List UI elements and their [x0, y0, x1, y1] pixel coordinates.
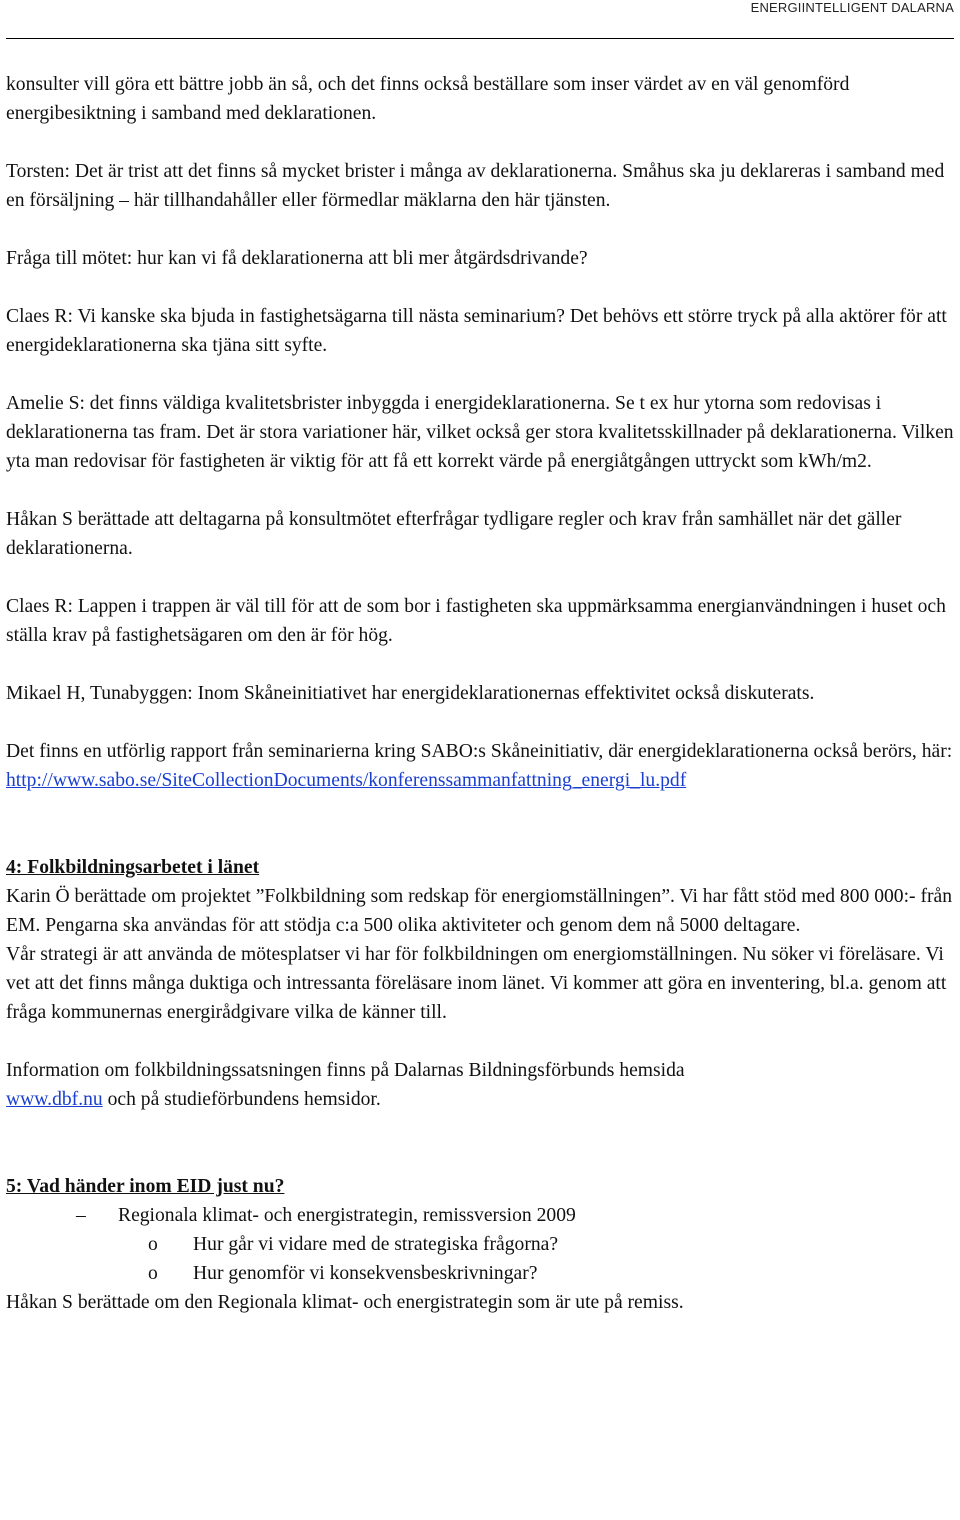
section-heading: 5: Vad händer inom EID just nu? [6, 1176, 285, 1197]
sabo-report-link[interactable]: http://www.sabo.se/SiteCollectionDocuments/konferenssammanfattning_energi_lu.pdf [6, 770, 687, 791]
spacer [6, 795, 954, 853]
header-rule [6, 38, 954, 39]
paragraph: Karin Ö berättade om projektet ”Folkbildning som redskap för energiomställningen”. Vi har fått stöd med 800 000:- från EM. Pengarna ska användas för att stödja c:a 500 olika aktiviteter och genom dem nå 5000 deltagare. [6, 886, 952, 936]
list-item-text: Hur genomför vi konsekvensbeskrivningar? [193, 1263, 538, 1284]
list-item [6, 1201, 954, 1230]
paragraph-text: Information om folkbildningssatsningen finns på Dalarnas Bildningsförbunds hemsida [6, 1060, 685, 1081]
bullet-list [6, 1201, 954, 1230]
paragraph: Fråga till mötet: hur kan vi få deklarationerna att bli mer åtgärdsdrivande? [6, 248, 588, 269]
paragraph: Claes R: Lappen i trappen är väl till för att de som bor i fastigheten ska uppmärksamma energianvändningen i huset och ställa krav på fastighetsägaren om den är för hög. [6, 596, 946, 646]
list-item-text: Regionala klimat- och energistrategin, remissversion 2009 [118, 1205, 576, 1226]
paragraph: Håkan S berättade om den Regionala klimat- och energistrategin som är ute på remiss. [6, 1292, 684, 1313]
circle-bullet-icon: o [148, 1234, 158, 1255]
sub-bullet-list [6, 1230, 954, 1288]
running-header: ENERGIINTELLIGENT DALARNA [750, 0, 954, 15]
paragraph: Mikael H, Tunabyggen: Inom Skåneinitiativet har energideklarationernas effektivitet också diskuterats. [6, 683, 815, 704]
spacer [6, 1114, 954, 1172]
paragraph: konsulter vill göra ett bättre jobb än så, och det finns också beställare som inser värdet av en väl genomförd energibesiktning i samband med deklarationen. [6, 74, 850, 124]
list-item-text: Hur går vi vidare med de strategiska frågorna? [193, 1234, 559, 1255]
paragraph: Torsten: Det är trist att det finns så mycket brister i många av deklarationerna. Småhus ska ju deklareras i samband med en försäljning – här tillhandahåller eller förmedlar mäklarna den här tjänsten. [6, 161, 945, 211]
section-4 [6, 853, 954, 1114]
dash-bullet-icon: – [76, 1205, 86, 1226]
paragraph: Vår strategi är att använda de mötesplatser vi har för folkbildningen om energiomställningen. Nu söker vi föreläsare. Vi vet att det finns många duktiga och intressanta föreläsare inom länet. Vi kommer att göra en inventering, bl.a. genom att fråga kommunernas energirådgivare vilka de känner till. [6, 944, 947, 1023]
list-item [6, 1259, 954, 1288]
circle-bullet-icon: o [148, 1263, 158, 1284]
list-item [6, 1230, 954, 1259]
paragraph: Amelie S: det finns väldiga kvalitetsbrister inbyggda i energideklarationerna. Se t ex hur ytorna som redovisas i deklarationerna tas fram. Det är stora variationer här, vilket också ger stora kvalitetsskillnader på deklarationerna. Vilken yta man redovisar för fastigheten är viktig för att få ett korrekt värde på energiåtgången uttryckt som kWh/m2. [6, 393, 954, 472]
document-body [6, 70, 954, 1317]
section-heading: 4: Folkbildningsarbetet i länet [6, 857, 260, 878]
paragraph-text: Det finns en utförlig rapport från seminarierna kring SABO:s Skåneinitiativ, där energideklarationerna också berörs, här: [6, 741, 953, 762]
paragraph-text: och på studieförbundens hemsidor. [102, 1089, 381, 1110]
paragraph: Håkan S berättade att deltagarna på konsultmötet efterfrågar tydligare regler och krav från samhället när det gäller deklarationerna. [6, 509, 902, 559]
section-5 [6, 1172, 954, 1317]
dbf-link[interactable]: www.dbf.nu [6, 1089, 103, 1110]
paragraph [6, 1056, 954, 1114]
paragraph [6, 737, 954, 795]
paragraph: Claes R: Vi kanske ska bjuda in fastighetsägarna till nästa seminarium? Det behövs ett större tryck på alla aktörer för att energideklarationerna ska tjäna sitt syfte. [6, 306, 947, 356]
